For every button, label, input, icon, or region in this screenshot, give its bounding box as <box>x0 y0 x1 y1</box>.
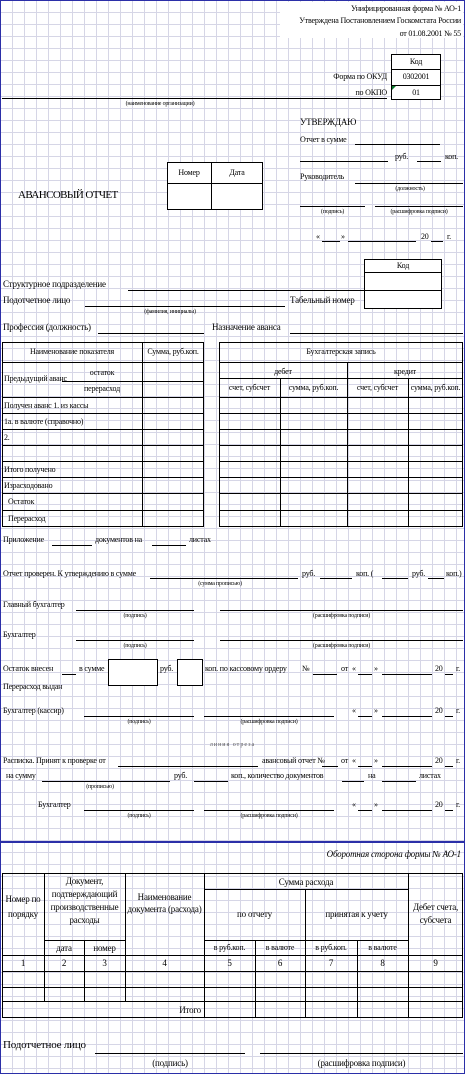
col-accepted-rub-header: в руб.коп. <box>315 943 347 952</box>
name-caption: (фамилия, инициалы) <box>144 309 196 315</box>
cashier-signature-field[interactable] <box>84 716 194 717</box>
report-sum-field-2[interactable] <box>300 161 388 162</box>
head-decoding-field[interactable] <box>375 206 463 207</box>
prev-advance-label: Предыдущий аванс <box>4 374 67 383</box>
date-header: Дата <box>229 168 245 177</box>
receipt-signature-caption: (подпись) <box>127 813 151 819</box>
check-kop-digits-field[interactable] <box>428 578 444 579</box>
receipt-year-prefix: 20 <box>435 756 443 765</box>
verified-label: Отчет проверен. К утверждению в сумме <box>3 569 136 578</box>
attachment-count-field[interactable] <box>52 545 92 546</box>
tab-number-label: Табельный номер <box>290 295 355 305</box>
attachment-sheets-field[interactable] <box>152 545 186 546</box>
position-caption: (должность) <box>395 186 425 192</box>
chief-decoding-field[interactable] <box>220 610 463 611</box>
advance-report-no-label: авансовый отчет № <box>262 756 325 765</box>
col-num-1: 1 <box>20 958 26 968</box>
kop-docs-label: коп., количество документов <box>231 771 324 780</box>
col-date-header: дата <box>56 943 72 953</box>
chief-accountant-label: Главный бухгалтер <box>3 600 65 609</box>
check-rub2-label: руб. <box>412 569 426 578</box>
back-decoding-field[interactable] <box>260 1053 463 1054</box>
code-header: Код <box>409 57 423 66</box>
profession-label: Профессия (должность) <box>3 322 91 332</box>
prev-overspend-label: перерасход <box>84 384 120 393</box>
report-title: АВАНСОВЫЙ ОТЧЕТ <box>18 189 118 201</box>
col-accepted-cur-header: в валюте <box>368 943 397 952</box>
chief-decoding-caption: (расшифровка подписи) <box>312 613 371 619</box>
receipt2-year-field[interactable] <box>445 810 453 811</box>
accountant-signature-field[interactable] <box>76 640 194 641</box>
col-num-header: Номер по порядку <box>5 894 41 919</box>
col-report-header: по отчету <box>237 909 272 919</box>
order-year-prefix: 20 <box>435 664 443 673</box>
receipt-accountant-label: Бухгалтер <box>38 800 71 809</box>
okpo-label: по ОКПО <box>355 88 387 97</box>
okud-value[interactable]: 0302001 <box>402 72 430 81</box>
receipt-decoding-caption: (расшифровка подписи) <box>240 813 298 819</box>
debit-sum-header: сумма, руб.коп. <box>288 383 339 392</box>
deposited-kop-box[interactable] <box>177 659 203 686</box>
cashier-decoding-field[interactable] <box>204 716 334 717</box>
row2-label: 2. <box>4 433 10 442</box>
cut-line-label: линия отреза <box>209 742 256 748</box>
check-kop-end-label: коп.) <box>446 569 462 578</box>
accountable-field[interactable] <box>85 306 285 307</box>
col-sum: Сумма, руб.коп. <box>147 347 199 356</box>
overspend-paid-label: Перерасход выдан <box>3 682 63 691</box>
receipt-in-sum-label: на сумму <box>6 771 36 780</box>
received-currency-label: 1а. в валюте (справочно) <box>4 417 84 426</box>
year-prefix: 20 <box>421 232 429 241</box>
cashier-day-field[interactable] <box>358 716 372 717</box>
receipt2-day-field[interactable] <box>358 810 372 811</box>
receipt-report-no-field[interactable] <box>322 766 338 767</box>
col-doc-header: Документ, подтверждающий производственные расходы <box>50 876 119 925</box>
back-signature-caption: (подпись) <box>152 1058 188 1068</box>
number-header: Номер <box>178 168 200 177</box>
col-accepted-header: принятая к учету <box>325 909 388 919</box>
receipt2-year-suffix: г. <box>456 800 460 809</box>
receipt-on-label: на <box>368 771 376 780</box>
okpo-value[interactable]: 01 <box>412 88 420 97</box>
org-name-field[interactable] <box>2 98 387 99</box>
received-kassa-label: Получен аванс 1. из кассы <box>4 401 89 410</box>
decoding-caption: (расшифровка подписи) <box>390 209 448 215</box>
debit-account-header: счет, субсчет <box>228 383 271 392</box>
accountable-label: Подотчетное лицо <box>3 295 71 305</box>
deposited-label: Остаток внесен <box>3 664 54 673</box>
receipt-day-field[interactable] <box>358 766 372 767</box>
advance-purpose-label: Назначение аванса <box>212 322 281 332</box>
remainder-row-label: Остаток <box>8 497 35 506</box>
col-num-9: 9 <box>433 958 438 968</box>
receipt2-quote-open: « <box>352 800 356 809</box>
col-num-4: 4 <box>162 958 167 968</box>
receipt-docs-field[interactable] <box>342 781 364 782</box>
col-name-header: Наименование документа (расхода) <box>127 892 202 914</box>
back-signature-field[interactable] <box>95 1053 245 1054</box>
back-side-divider <box>0 841 465 843</box>
cell-marker-icon <box>392 86 396 90</box>
back-side-title: Оборотная сторона формы № АО-1 <box>326 849 461 859</box>
sum-words-caption: (сумма прописью) <box>198 581 242 587</box>
receipt-quote-close: » <box>374 756 378 765</box>
receipt-kop-field[interactable] <box>194 781 228 782</box>
cashier-decoding-caption: (расшифровка подписи) <box>240 719 298 725</box>
kop-field[interactable] <box>417 161 441 162</box>
in-words-caption: (прописью) <box>86 784 114 790</box>
verified-sum-field[interactable] <box>150 578 298 579</box>
rub-label: руб. <box>395 152 409 161</box>
col-num-8: 8 <box>380 958 385 968</box>
cashier-quote-open: « <box>352 706 356 715</box>
prev-remainder-label: остаток <box>89 368 115 377</box>
col-num-5: 5 <box>227 958 232 968</box>
kop-label: коп. <box>445 152 458 161</box>
unified-form-label: Унифицированная форма № АО-1 <box>350 4 461 13</box>
head-label: Руководитель <box>300 172 345 181</box>
total-label: Итого <box>179 1005 201 1015</box>
receipt-sheets-field[interactable] <box>382 781 416 782</box>
receipt-year-field[interactable] <box>445 766 453 767</box>
advance-purpose-field[interactable] <box>290 333 463 334</box>
order-year-field[interactable] <box>445 674 453 675</box>
total-received-label: Итого получено <box>4 465 56 474</box>
year-suffix: г. <box>447 232 451 241</box>
approve-month-field[interactable] <box>348 241 416 242</box>
cashier-month-field[interactable] <box>382 716 432 717</box>
check-rub-label: руб. <box>302 569 316 578</box>
accounting-title: Бухгалтерская запись <box>306 347 376 356</box>
receipt-sum-field[interactable] <box>42 781 170 782</box>
accountant-signature-caption: (подпись) <box>123 643 147 649</box>
approve-title: УТВЕРЖДАЮ <box>300 117 357 127</box>
check-rub-digits-field[interactable] <box>382 578 408 579</box>
col-debit-header: Дебет счета, субсчета <box>412 902 459 925</box>
approved-date-label: от 01.08.2001 № 55 <box>399 29 461 38</box>
back-accountable-label: Подотчетное лицо <box>3 1039 86 1051</box>
receipt-month-field[interactable] <box>382 766 432 767</box>
order-num-label: № <box>302 664 310 673</box>
okud-label: Форма по ОКУД <box>333 72 387 81</box>
receipt-decoding-field[interactable] <box>204 810 334 811</box>
accountant-label: Бухгалтер <box>3 630 36 639</box>
profession-field[interactable] <box>98 333 204 334</box>
col-num-3: 3 <box>102 958 107 968</box>
cashier-year-field[interactable] <box>445 716 453 717</box>
cashier-year-suffix: г. <box>456 706 460 715</box>
col-report-rub-header: в руб.коп. <box>213 943 246 952</box>
signature-caption: (подпись) <box>320 209 345 215</box>
col-number-header: номер <box>93 943 116 953</box>
order-month-field[interactable] <box>382 674 432 675</box>
credit-sum-header: сумма, руб.коп. <box>410 383 461 392</box>
docs-on-label: документов на <box>95 535 143 544</box>
cashier-year-prefix: 20 <box>435 706 443 715</box>
accountant-decoding-caption: (расшифровка подписи) <box>312 643 371 649</box>
receipt-rub-label: руб. <box>174 771 188 780</box>
attachment-label: Приложение <box>3 535 44 544</box>
spent-label: Израсходовано <box>4 481 53 490</box>
report-sum-field[interactable] <box>355 144 440 145</box>
head-signature-field[interactable] <box>300 206 365 207</box>
chief-signature-field[interactable] <box>76 610 194 611</box>
deposited-rub-box[interactable] <box>108 659 158 686</box>
receipt-sheets-label: листах <box>419 771 441 780</box>
approve-day-field[interactable] <box>322 241 340 242</box>
credit-header: кредит <box>394 367 416 376</box>
check-kop-field[interactable] <box>320 578 352 579</box>
sheets-label: листах <box>189 535 211 544</box>
quote-open: « <box>316 232 320 241</box>
chief-signature-caption: (подпись) <box>123 613 147 619</box>
structural-unit-field[interactable] <box>128 290 364 291</box>
cashier-signature-caption: (подпись) <box>127 719 151 725</box>
receipt-label: Расписка. Принят к проверке от <box>3 756 106 765</box>
col-num-2: 2 <box>61 958 67 968</box>
report-sum-label: Отчет в сумме <box>300 135 347 144</box>
org-caption: (наименование организации) <box>125 101 195 107</box>
order-from-label: от <box>341 664 348 673</box>
check-kop-label: коп. ( <box>356 569 374 578</box>
quote-close: » <box>341 232 345 241</box>
back-decoding-caption: (расшифровка подписи) <box>317 1058 406 1068</box>
deposited-field[interactable] <box>62 674 76 675</box>
receipt2-month-field[interactable] <box>382 810 432 811</box>
receipt-year-suffix: г. <box>456 756 460 765</box>
order-quote-close: » <box>374 664 378 673</box>
kop-order-label: коп. по кассовому ордеру <box>205 664 287 673</box>
receipt-signature-field[interactable] <box>84 810 194 811</box>
debit-header: дебет <box>274 367 292 376</box>
receipt-from-field[interactable] <box>118 766 258 767</box>
person-code-header: Код <box>396 261 410 270</box>
col-num-6: 6 <box>277 958 283 968</box>
col-num-7: 7 <box>328 958 334 968</box>
approve-year-field[interactable] <box>431 241 443 242</box>
receipt-quote-open: « <box>352 756 356 765</box>
approved-by-label: Утверждена Постановлением Госкомстата России <box>299 16 461 25</box>
col-sum-header: Сумма расхода <box>278 877 334 887</box>
structural-unit-label: Структурное подразделение <box>3 279 106 289</box>
head-position-field[interactable] <box>355 183 463 184</box>
in-sum-label: в сумме <box>79 664 105 673</box>
col-report-cur-header: в валюте <box>265 943 295 952</box>
receipt-from-label: от <box>341 756 348 765</box>
deposited-rub-label: руб. <box>160 664 174 673</box>
col-indicator: Наименование показателя <box>29 347 115 356</box>
cashier-quote-close: » <box>374 706 378 715</box>
receipt2-quote-close: » <box>374 800 378 809</box>
order-day-field[interactable] <box>358 674 372 675</box>
overspend-row-label: Перерасход <box>8 514 46 523</box>
order-year-suffix: г. <box>456 664 460 673</box>
accountant-decoding-field[interactable] <box>220 640 463 641</box>
order-quote-open: « <box>352 664 356 673</box>
credit-account-header: счет, субсчет <box>356 383 399 392</box>
receipt2-year-prefix: 20 <box>435 800 443 809</box>
cashier-label: Бухгалтер (кассир) <box>3 706 64 715</box>
order-num-field[interactable] <box>313 674 337 675</box>
